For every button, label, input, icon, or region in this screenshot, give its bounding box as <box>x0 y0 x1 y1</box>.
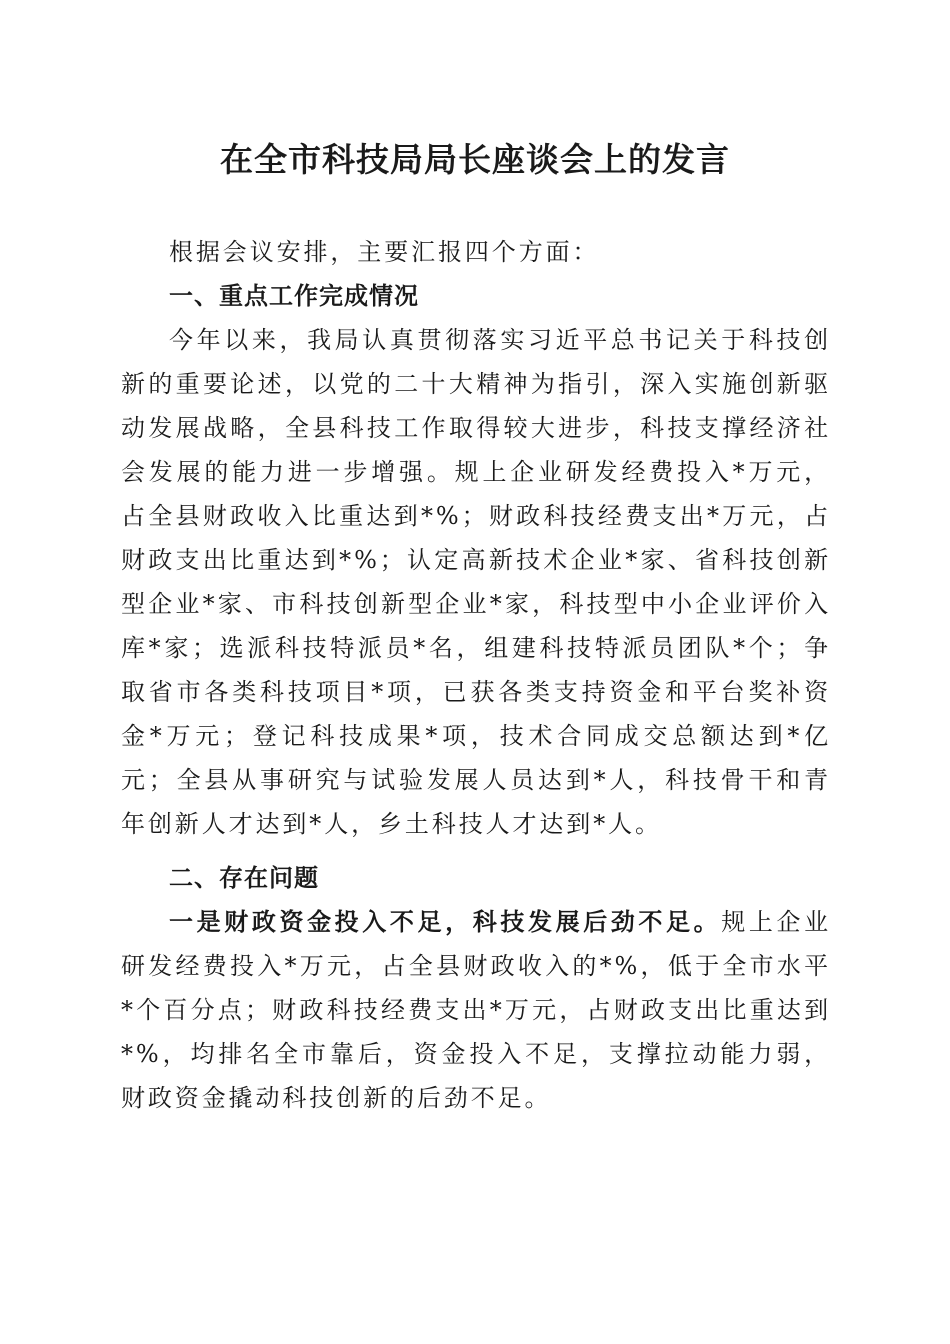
section2-heading: 二、存在问题 <box>169 863 319 892</box>
document-body <box>121 230 831 1120</box>
intro-paragraph: 根据会议安排，主要汇报四个方面： <box>169 238 600 266</box>
section2-paragraph-text: 规上企业研发经费投入*万元，占全县财政收入的*%，低于全市水平*个百分点；财政科技经费支出*万元，占财政支出比重达到*%，均排名全市靠后，资金投入不足，支撑拉动能力弱，财政资金撬动科技创新的后劲不足。 <box>121 908 832 1112</box>
section2-lead-sentence: 一是财政资金投入不足，科技发展后劲不足。 <box>169 907 722 936</box>
document-title: 在全市科技局局长座谈会上的发言 <box>220 140 730 179</box>
section1-heading: 一、重点工作完成情况 <box>169 281 419 310</box>
section2-paragraph <box>121 900 831 1120</box>
section1-paragraph: 今年以来，我局认真贯彻落实习近平总书记关于科技创新的重要论述，以党的二十大精神为指引，深入实施创新驱动发展战略，全县科技工作取得较大进步，科技支撑经济社会发展的能力进一步增强。规上企业研发经费投入*万元，占全县财政收入比重达到*%；财政科技经费支出*万元，占财政支出比重达到*%；认定高新技术企业*家、省科技创新型企业*家、市科技创新型企业*家，科技型中小企业评价入库*家；选派科技特派员*名，组建科技特派员团队*个；争取省市各类科技项目*项，已获各类支持资金和平台奖补资金*万元；登记科技成果*项，技术合同成交总额达到*亿元；全县从事研究与试验发展人员达到*人，科技骨干和青年创新人才达到*人，乡土科技人才达到*人。 <box>121 326 831 838</box>
